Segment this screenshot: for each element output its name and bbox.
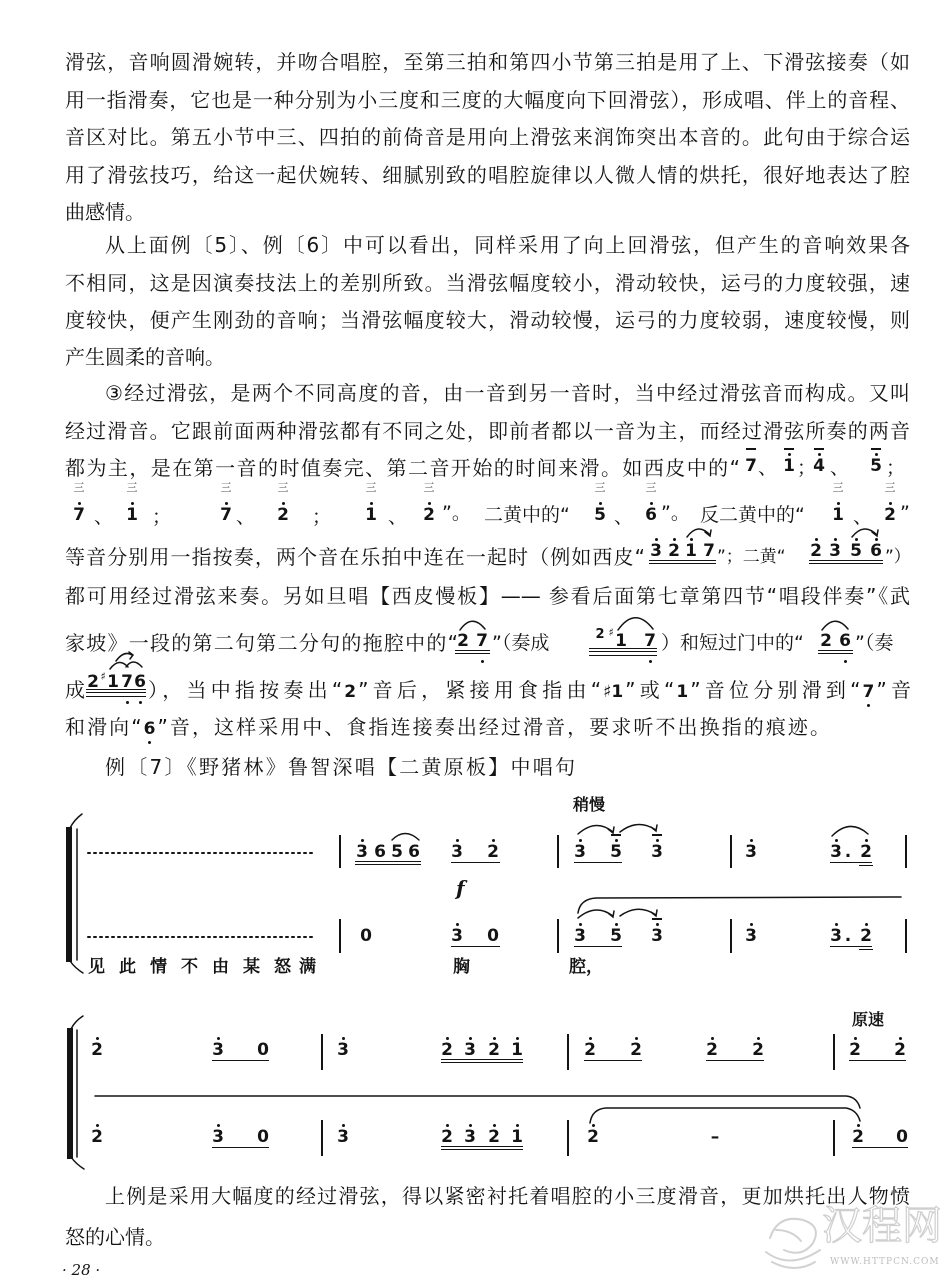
inline-note: 7 bbox=[119, 673, 135, 691]
separator: 、 bbox=[236, 506, 256, 528]
inline-note: 2 bbox=[666, 542, 682, 560]
paragraph1-line: 音区对比。第五小节中三、四拍的前倚音是用向上滑弦来润饰突出本音的。此句由于综合运 bbox=[65, 125, 910, 149]
lyric-char: 腔， bbox=[569, 957, 603, 977]
sharp-sign: ♯ bbox=[100, 670, 106, 683]
beam-underline bbox=[574, 862, 622, 863]
note: 1 bbox=[509, 1041, 525, 1059]
watermark-url: WWW.HTTPCN.COM bbox=[830, 1257, 940, 1267]
separator: ； bbox=[152, 506, 172, 528]
inline-note: 1 bbox=[683, 542, 699, 560]
tremolo-mark: 三 bbox=[365, 481, 377, 494]
barline bbox=[557, 835, 559, 868]
paragraph2-line: 产生圆柔的音响。 bbox=[65, 345, 225, 369]
barline bbox=[567, 1034, 569, 1070]
inline-note: ♯1 bbox=[603, 682, 624, 702]
triple-underline bbox=[86, 689, 146, 693]
inline-note: 1 bbox=[615, 631, 627, 651]
inline-note: 2 bbox=[275, 506, 291, 524]
paragraph3-line9-text bbox=[65, 714, 830, 740]
inline-note: 1 bbox=[124, 506, 140, 524]
beam-underline bbox=[212, 1147, 269, 1148]
inline-note: 5 bbox=[868, 457, 884, 475]
lyric-char: 某 bbox=[243, 957, 260, 977]
beam-underline bbox=[830, 862, 872, 863]
augmentation-dot: . bbox=[844, 842, 852, 862]
beam-underline bbox=[830, 946, 872, 947]
paragraph3-line7-mid: ）和短过门中的“ bbox=[661, 632, 804, 654]
tremolo-mark: 三 bbox=[423, 481, 435, 494]
dash-extension: – bbox=[710, 1127, 720, 1147]
beam-underline bbox=[706, 1060, 764, 1061]
slur-arc bbox=[460, 621, 485, 630]
paragraph4-line: 上例是采用大幅度的经过滑弦，得以紧密衬托着唱腔的小三度滑音，更加烘托出人物愤 bbox=[105, 1184, 910, 1208]
separator: 、 bbox=[853, 506, 873, 528]
beam-underline bbox=[451, 862, 500, 863]
note: 2 bbox=[486, 1041, 502, 1059]
separator: 、 bbox=[830, 457, 850, 479]
paragraph2-line: 不相同，这是因演奏技法上的差别所致。当滑弦幅度较小，滑动较快，运弓的力度较强，速 bbox=[65, 271, 910, 295]
note: 3 bbox=[354, 843, 370, 861]
note: 1 bbox=[509, 1128, 525, 1146]
tempo-marking: 稍慢 bbox=[573, 795, 606, 814]
inline-note: 7 bbox=[642, 632, 658, 650]
text-segment: ”或“ bbox=[625, 678, 675, 702]
note: 3 bbox=[462, 1041, 478, 1059]
note: 0 bbox=[896, 1127, 908, 1147]
barline bbox=[905, 919, 907, 953]
text-segment: ”音 bbox=[876, 678, 911, 702]
note: 3 bbox=[462, 1128, 478, 1146]
paragraph2-line: 从上面例〔5〕、例〔6〕中可以看出，同样采用了向上回滑弦，但产生的音响效果各 bbox=[105, 233, 910, 257]
beam-underline bbox=[441, 1146, 523, 1150]
note: 2 bbox=[628, 1041, 644, 1059]
note: 3 bbox=[335, 1128, 351, 1146]
barline bbox=[833, 1120, 835, 1156]
note: 3 bbox=[828, 927, 844, 945]
separator: ； bbox=[312, 506, 332, 528]
paragraph3-line3-text: 都为主，是在第一音的时值奏完、第二音开始的时间来滑。如西皮中的“ bbox=[65, 456, 740, 480]
note: 3 bbox=[335, 1041, 351, 1059]
slide-arc bbox=[578, 825, 614, 834]
bracket-serif bbox=[71, 1016, 84, 1169]
barline bbox=[321, 1034, 323, 1070]
note: 3 bbox=[572, 843, 588, 861]
lyric-char: 见 bbox=[88, 957, 105, 977]
tremolo-mark: 三 bbox=[73, 481, 85, 494]
page-number: · 28 · bbox=[62, 1261, 101, 1279]
paragraph3-line5-text: 等音分别用一指按奏，两个音在乐拍中连在一起时（例如西皮“ bbox=[65, 545, 645, 569]
inline-note: 2 bbox=[344, 682, 357, 702]
beam-underline bbox=[574, 946, 622, 947]
beam-underline bbox=[859, 865, 873, 866]
note: 2 bbox=[89, 1041, 105, 1059]
note: 3 bbox=[210, 1128, 226, 1146]
inline-note: 1 bbox=[107, 672, 119, 692]
slur-arc bbox=[687, 529, 711, 537]
note: 6 bbox=[408, 842, 420, 862]
double-underline bbox=[809, 560, 883, 564]
watermark-swirl bbox=[766, 1250, 820, 1261]
paragraph3-line7-close: ”（奏 bbox=[855, 632, 894, 654]
slide-arc bbox=[578, 910, 614, 918]
note: 0 bbox=[257, 1127, 269, 1147]
lyric-char: 情 bbox=[150, 957, 167, 977]
slur-arc bbox=[618, 618, 653, 630]
beam-underline bbox=[212, 1060, 269, 1061]
slide-arc bbox=[620, 824, 657, 832]
inline-note: 2 bbox=[808, 542, 824, 560]
note: 3 bbox=[449, 843, 465, 861]
note: 0 bbox=[360, 926, 372, 946]
text-segment: 和滑向“ bbox=[65, 715, 142, 739]
beam-underline bbox=[852, 1147, 908, 1148]
note: 2 bbox=[439, 1128, 455, 1146]
fanerhuang-label: 反二黄中的“ bbox=[700, 504, 805, 526]
note: 2 bbox=[485, 843, 501, 861]
inline-note: 7 bbox=[218, 506, 234, 524]
augmentation-dot: . bbox=[844, 926, 852, 946]
text-segment: ”音后，紧接用食指由“ bbox=[358, 678, 602, 702]
barline bbox=[321, 1120, 323, 1156]
watermark-name: 汉程网 bbox=[822, 1203, 942, 1249]
inline-note: 1 bbox=[830, 506, 846, 524]
inline-note: 7 bbox=[703, 541, 715, 561]
tremolo-mark: 三 bbox=[220, 481, 232, 494]
slur-arc bbox=[392, 834, 419, 841]
slur-arc bbox=[110, 662, 142, 669]
paragraph3-line: ③经过滑弦，是两个不同高度的音，由一音到另一音时，当中经过滑弦音而构成。又叫 bbox=[105, 381, 910, 405]
sharp-sign: ♯ bbox=[608, 626, 614, 639]
lyric-char: 此 bbox=[119, 957, 136, 977]
beam-underline bbox=[441, 1059, 523, 1063]
paragraph4-line: 怒的心情。 bbox=[65, 1225, 165, 1249]
note: 3 bbox=[649, 843, 665, 861]
paragraph3-line7-mid: ”（奏成 bbox=[492, 632, 550, 654]
tie-arc bbox=[590, 1108, 860, 1123]
quote-close: ” bbox=[900, 502, 910, 524]
dynamic-forte: f bbox=[456, 876, 465, 900]
slur-arc bbox=[822, 621, 848, 630]
text-segment: ”音位分别滑到“ bbox=[690, 678, 861, 702]
double-underline bbox=[649, 560, 716, 564]
quote-close: ”。 bbox=[661, 502, 690, 524]
paragraph2-line: 度较快，便产生刚劲的音响；当滑弦幅度较大，滑动较慢，运弓的力度较弱，速度较慢，则 bbox=[65, 308, 910, 332]
note: 3 bbox=[210, 1041, 226, 1059]
inline-note: 2 bbox=[87, 672, 99, 692]
note: 3 bbox=[449, 927, 465, 945]
beam-underline bbox=[859, 949, 873, 950]
note: 2 bbox=[439, 1041, 455, 1059]
watermark-swirl bbox=[772, 1262, 815, 1268]
beam-underline bbox=[451, 946, 500, 947]
note: 2 bbox=[858, 927, 874, 945]
lyric-char: 不 bbox=[181, 957, 198, 977]
note: 2 bbox=[704, 1041, 720, 1059]
inline-note: 4 bbox=[811, 457, 827, 475]
inline-note: 7 bbox=[743, 457, 759, 475]
paragraph3-line5-close: ”） bbox=[885, 547, 911, 567]
inline-note: 6 bbox=[868, 542, 884, 560]
barline bbox=[339, 835, 341, 868]
inline-note: 1 bbox=[363, 506, 379, 524]
barline bbox=[557, 919, 559, 953]
note: 2 bbox=[89, 1128, 105, 1146]
slur-arc bbox=[852, 529, 878, 537]
inline-note: 6 bbox=[643, 506, 659, 524]
barline bbox=[567, 1120, 569, 1156]
inline-note: 7 bbox=[474, 632, 490, 650]
note: 2 bbox=[847, 1041, 863, 1059]
note: 2 bbox=[892, 1041, 908, 1059]
tremolo-mark: 三 bbox=[594, 481, 606, 494]
paragraph3-line8-text bbox=[148, 677, 911, 703]
double-underline bbox=[818, 650, 853, 654]
inline-note: 7 bbox=[862, 682, 875, 702]
paragraph1-line: 用一指滑奏，它也是一种分别为小三度和三度的大幅度向下回滑弦），形成唱、伴上的音程、 bbox=[65, 88, 910, 112]
bracket-serif bbox=[70, 814, 83, 973]
separator: 、 bbox=[388, 506, 408, 528]
note: 5 bbox=[391, 842, 403, 862]
separator: ； bbox=[797, 457, 817, 479]
inline-note: 2 bbox=[421, 506, 437, 524]
slide-arc bbox=[620, 909, 657, 916]
inline-note: 5 bbox=[592, 506, 608, 524]
lyric-char: 由 bbox=[212, 957, 229, 977]
text-segment: ），当中指按奏出“ bbox=[148, 678, 343, 702]
paragraph3-line8-lead: 成 bbox=[65, 678, 85, 702]
text-segment: ”音，这样采用中、食指连接奏出经过滑音，要求听不出换指的痕迹。 bbox=[157, 715, 830, 739]
tremolo-mark: 三 bbox=[832, 481, 844, 494]
slur-arc bbox=[832, 826, 868, 836]
barline bbox=[339, 919, 341, 953]
beam-underline bbox=[849, 1060, 906, 1061]
note: 0 bbox=[257, 1040, 269, 1060]
paragraph3-line5-mid: ”；二黄“ bbox=[717, 547, 786, 567]
inline-note: 1 bbox=[781, 457, 797, 475]
paragraph1-line: 滑弦，音响圆滑婉转，并吻合唱腔，至第三拍和第四小节第三拍是用了上、下滑弦接奏（如 bbox=[65, 50, 910, 74]
long-tie bbox=[95, 1096, 860, 1108]
barline bbox=[730, 835, 732, 868]
note: 3 bbox=[828, 843, 844, 861]
inline-note: 6 bbox=[132, 673, 148, 691]
example-caption: 例〔7〕《野猪林》鲁智深唱【二黄原板】中唱句 bbox=[105, 755, 575, 779]
inline-note: 2 bbox=[457, 631, 469, 651]
barline bbox=[905, 835, 907, 868]
note: 3 bbox=[572, 927, 588, 945]
system-bracket bbox=[67, 1028, 73, 1159]
tremolo-mark: 三 bbox=[645, 481, 657, 494]
note: 2 bbox=[582, 1041, 598, 1059]
inline-note: 2 bbox=[820, 631, 832, 651]
note: 6 bbox=[374, 842, 386, 862]
tremolo-mark: 三 bbox=[277, 481, 289, 494]
note: 0 bbox=[487, 926, 499, 946]
note: 3 bbox=[743, 843, 759, 861]
quote-close: ”。 bbox=[442, 502, 471, 524]
lyric-char: 怒 bbox=[274, 957, 291, 977]
note: 2 bbox=[585, 1128, 601, 1146]
paragraph3-line: 经过滑音。它跟前面两种滑弦都有不同之处，即前者都以一音为主，而经过滑弦所奏的两音 bbox=[65, 419, 910, 443]
inline-note: 5 bbox=[848, 542, 864, 560]
triple-underline bbox=[589, 648, 657, 652]
beam-underline bbox=[584, 1060, 642, 1061]
note: 5 bbox=[608, 927, 624, 945]
system-bracket bbox=[66, 827, 72, 962]
erhuang-label: 二黄中的“ bbox=[484, 504, 570, 526]
separator: 、 bbox=[758, 457, 778, 479]
inline-note: 1 bbox=[676, 682, 689, 702]
note: 2 bbox=[750, 1041, 766, 1059]
lyric-char: 胸 bbox=[453, 957, 470, 977]
tremolo-mark: 三 bbox=[884, 481, 896, 494]
tremolo-mark: 三 bbox=[126, 481, 138, 494]
separator: ； bbox=[886, 457, 906, 479]
inline-note: 6 bbox=[837, 632, 853, 650]
note: 3 bbox=[649, 927, 665, 945]
double-underline bbox=[455, 650, 490, 654]
paragraph3-line7-text: 家坡》一段的第二句第二分句的拖腔中的“ bbox=[65, 631, 458, 655]
long-tie bbox=[578, 897, 901, 913]
note: 2 bbox=[486, 1128, 502, 1146]
inline-note: 3 bbox=[827, 542, 843, 560]
note: 5 bbox=[608, 843, 624, 861]
inline-note: 7 bbox=[71, 506, 87, 524]
paragraph3-line6: 都可用经过滑弦来奏。另如旦唱【西皮慢板】—— 参看后面第七章第四节“唱段伴奏”《武 bbox=[65, 584, 910, 608]
beam-underline bbox=[355, 861, 421, 865]
separator: 、 bbox=[614, 506, 634, 528]
paragraph1-line: 曲感情。 bbox=[65, 200, 145, 224]
note: 2 bbox=[850, 1128, 866, 1146]
paragraph1-line: 用了滑弦技巧，给这一起伏婉转、细腻别致的唱腔旋律以人微人情的烘托，很好地表达了腔 bbox=[65, 163, 910, 187]
note: 2 bbox=[858, 843, 874, 861]
note: 3 bbox=[743, 927, 759, 945]
lyric-char: 满 bbox=[299, 957, 316, 977]
tempo-marking: 原速 bbox=[852, 1010, 885, 1029]
inline-note: 2 bbox=[882, 506, 898, 524]
barline bbox=[833, 1034, 835, 1070]
grace-note: 2 bbox=[595, 627, 605, 642]
barline bbox=[730, 919, 732, 953]
separator: 、 bbox=[94, 506, 114, 528]
inline-note: 3 bbox=[648, 542, 664, 560]
inline-note: 6 bbox=[143, 719, 156, 739]
